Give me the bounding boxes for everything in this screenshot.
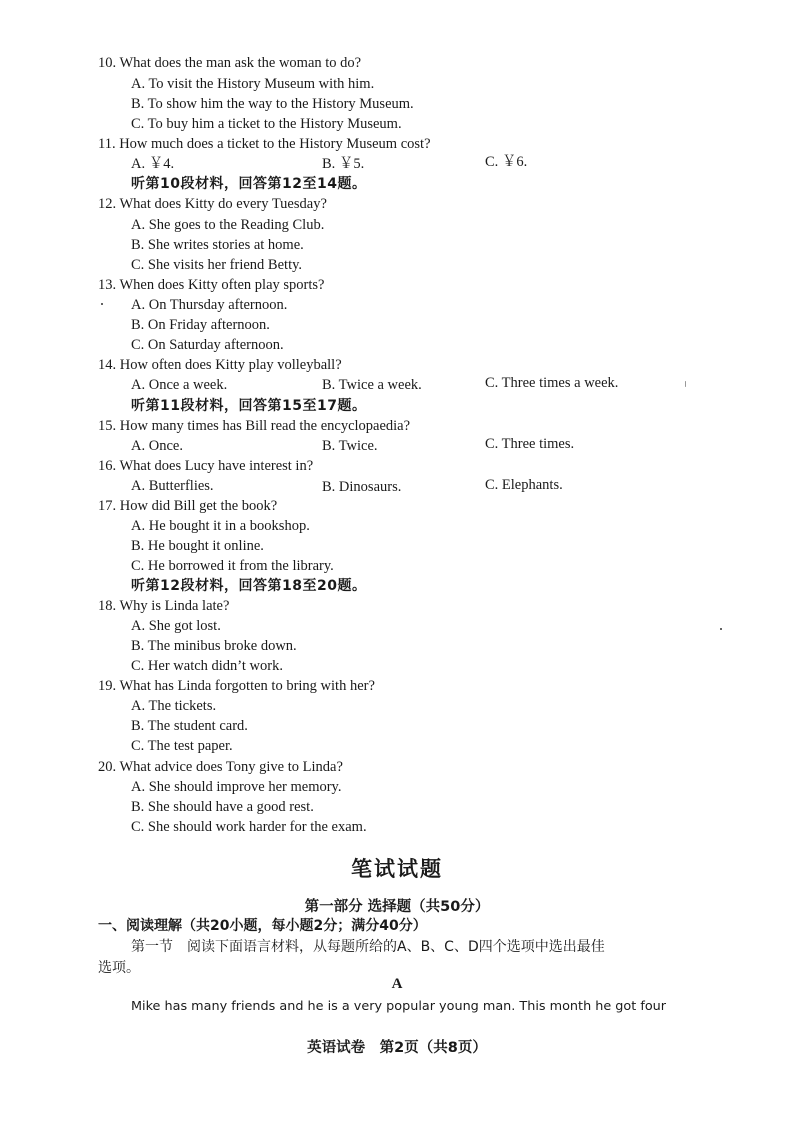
question-16-option-b: B. Dinosaurs.: [322, 479, 402, 495]
part-one-title: 第一部分 选择题（共50分）: [304, 899, 490, 915]
question-13-option-b: B. On Friday afternoon.: [131, 317, 270, 333]
question-15-option-b: B. Twice.: [322, 438, 378, 454]
question-10-option-b: B. To show him the way to the History Museum.: [131, 96, 414, 112]
passage-a-line1: Mike has many friends and he is a very popular young man. This month he got four: [131, 999, 667, 1014]
question-11-option-c: C. ￥6.: [485, 154, 528, 170]
scan-speck: [720, 628, 722, 630]
question-19-stem: 19. What has Linda forgotten to bring with her?: [98, 678, 375, 694]
passage-label: A: [391, 976, 403, 992]
question-12-stem: 12. What does Kitty do every Tuesday?: [98, 196, 327, 212]
question-20-stem: 20. What advice does Tony give to Linda?: [98, 759, 343, 775]
written-test-title: 笔试试题: [351, 857, 443, 881]
question-13-option-c: C. On Saturday afternoon.: [131, 337, 284, 353]
question-11-option-b: B. ￥5.: [322, 156, 365, 172]
question-18-option-c: C. Her watch didn’t work.: [131, 658, 283, 674]
question-19-option-c: C. The test paper.: [131, 738, 233, 754]
question-13-option-a: A. On Thursday afternoon.: [131, 297, 288, 313]
section-10-instruction: 听第10段材料，回答第12至14题。: [131, 176, 367, 192]
question-18-option-b: B. The minibus broke down.: [131, 638, 297, 654]
question-20-option-b: B. She should have a good rest.: [131, 799, 314, 815]
question-15-option-c: C. Three times.: [485, 436, 575, 452]
question-17-option-a: A. He bought it in a bookshop.: [131, 518, 310, 534]
question-10-option-a: A. To visit the History Museum with him.: [131, 76, 375, 92]
question-15-stem: 15. How many times has Bill read the encyclopaedia?: [98, 418, 411, 434]
section-one-instruction-line2: 选项。: [98, 960, 140, 976]
question-14-option-c: C. Three times a week.: [485, 375, 619, 391]
question-18-stem: 18. Why is Linda late?: [98, 598, 230, 614]
question-19-option-a: A. The tickets.: [131, 698, 217, 714]
question-14-stem: 14. How often does Kitty play volleyball?: [98, 357, 342, 373]
question-19-option-b: B. The student card.: [131, 718, 248, 734]
question-16-stem: 16. What does Lucy have interest in?: [98, 458, 314, 474]
scan-speck: [685, 381, 686, 387]
scan-speck: [101, 303, 103, 305]
question-17-option-b: B. He bought it online.: [131, 538, 264, 554]
question-15-option-a: A. Once.: [131, 438, 183, 454]
question-16-option-c: C. Elephants.: [485, 477, 563, 493]
question-17-stem: 17. How did Bill get the book?: [98, 498, 278, 514]
section-11-instruction: 听第11段材料，回答第15至17题。: [131, 398, 367, 414]
section-one-instruction-line1: 第一节 阅读下面语言材料，从每题所给的A、B、C、D四个选项中选出最佳: [131, 939, 605, 955]
question-12-option-c: C. She visits her friend Betty.: [131, 257, 303, 273]
section-12-instruction: 听第12段材料，回答第18至20题。: [131, 578, 367, 594]
question-11-stem: 11. How much does a ticket to the History Museum cost?: [98, 136, 431, 152]
question-20-option-a: A. She should improve her memory.: [131, 779, 342, 795]
question-16-option-a: A. Butterflies.: [131, 478, 214, 494]
question-13-stem: 13. When does Kitty often play sports?: [98, 277, 325, 293]
question-11-option-a: A. ￥4.: [131, 156, 175, 172]
question-12-option-a: A. She goes to the Reading Club.: [131, 217, 325, 233]
question-14-option-a: A. Once a week.: [131, 377, 228, 393]
question-14-option-b: B. Twice a week.: [322, 377, 422, 393]
question-12-option-b: B. She writes stories at home.: [131, 237, 304, 253]
question-18-option-a: A. She got lost.: [131, 618, 221, 634]
question-17-option-c: C. He borrowed it from the library.: [131, 558, 334, 574]
question-20-option-c: C. She should work harder for the exam.: [131, 819, 367, 835]
question-10-option-c: C. To buy him a ticket to the History Museum.: [131, 116, 402, 132]
reading-heading: 一、阅读理解（共20小题，每小题2分；满分40分）: [98, 918, 427, 934]
question-10-stem: 10. What does the man ask the woman to do?: [98, 55, 362, 71]
page-footer: 英语试卷 第2页（共8页）: [307, 1040, 487, 1056]
